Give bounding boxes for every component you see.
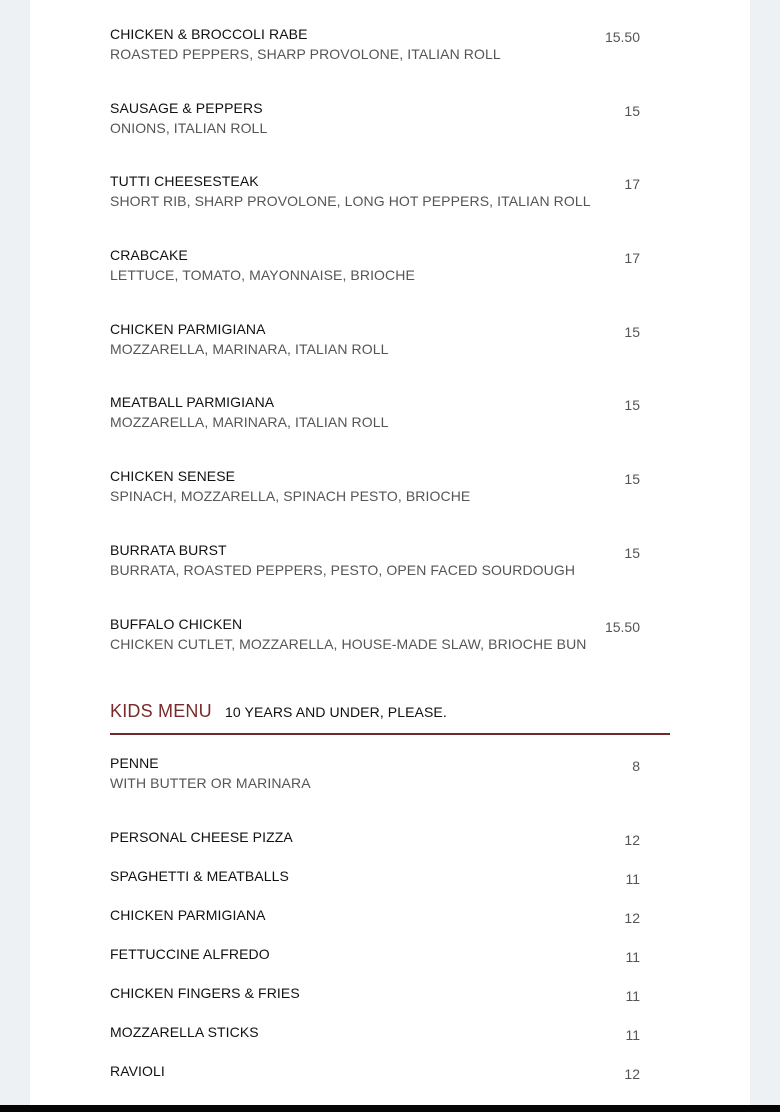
section-title: KIDS MENU bbox=[110, 701, 212, 721]
item-name: SAUSAGE & PEPPERS bbox=[110, 99, 263, 116]
item-price: 15.50 bbox=[604, 618, 640, 635]
item-price: 8 bbox=[632, 758, 640, 774]
menu-item bbox=[110, 320, 640, 394]
item-description: SHORT RIB, SHARP PROVOLONE, LONG HOT PEPPERS, ITALIAN ROLL bbox=[110, 193, 591, 210]
item-name: CHICKEN PARMIGIANA bbox=[110, 906, 266, 923]
menu-item bbox=[110, 754, 640, 828]
item-description: WITH BUTTER OR MARINARA bbox=[110, 775, 311, 791]
item-price: 11 bbox=[625, 1026, 640, 1043]
kids-menu-header bbox=[110, 696, 670, 735]
item-name: CHICKEN PARMIGIANA bbox=[110, 320, 266, 337]
item-price: 15.50 bbox=[604, 29, 640, 45]
item-price: 12 bbox=[624, 909, 640, 926]
menu-item bbox=[110, 867, 640, 906]
item-name: TUTTI CHEESESTEAK bbox=[110, 173, 259, 190]
item-description: BURRATA, ROASTED PEPPERS, PESTO, OPEN FACED SOURDOUGH bbox=[110, 561, 576, 578]
section-note: 10 YEARS AND UNDER, PLEASE. bbox=[225, 704, 447, 720]
menu-item bbox=[110, 172, 640, 246]
item-name: CHICKEN FINGERS & FRIES bbox=[110, 984, 300, 1001]
item-name: CHICKEN & BROCCOLI RABE bbox=[110, 26, 308, 42]
item-price: 17 bbox=[624, 176, 640, 193]
item-price: 17 bbox=[624, 250, 640, 267]
menu-item bbox=[110, 467, 640, 541]
item-name: PERSONAL CHEESE PIZZA bbox=[110, 828, 293, 845]
item-price: 11 bbox=[625, 948, 640, 965]
item-name: RAVIOLI bbox=[110, 1062, 165, 1079]
item-name: PENNE bbox=[110, 755, 159, 771]
menu-item bbox=[110, 1023, 640, 1062]
item-name: MEATBALL PARMIGIANA bbox=[110, 394, 275, 411]
item-name: MOZZARELLA STICKS bbox=[110, 1023, 259, 1040]
sandwich-list bbox=[110, 25, 640, 688]
menu-item bbox=[110, 945, 640, 984]
menu-item bbox=[110, 246, 640, 320]
item-price: 12 bbox=[624, 1065, 640, 1082]
menu-item bbox=[110, 906, 640, 945]
menu-item bbox=[110, 1062, 640, 1101]
item-description: SPINACH, MOZZARELLA, SPINACH PESTO, BRIOCHE bbox=[110, 488, 471, 505]
kids-menu-list bbox=[110, 754, 640, 1101]
item-price: 15 bbox=[624, 471, 640, 488]
menu-item bbox=[110, 393, 640, 467]
menu-card bbox=[30, 0, 750, 1105]
item-name: BUFFALO CHICKEN bbox=[110, 615, 243, 632]
item-price: 15 bbox=[624, 323, 640, 340]
menu-item bbox=[110, 541, 640, 615]
item-price: 12 bbox=[624, 831, 640, 848]
item-price: 11 bbox=[625, 987, 640, 1004]
menu-item bbox=[110, 25, 640, 99]
menu-item bbox=[110, 984, 640, 1023]
item-price: 15 bbox=[624, 397, 640, 414]
item-description: ROASTED PEPPERS, SHARP PROVOLONE, ITALIAN ROLL bbox=[110, 46, 501, 62]
item-name: CHICKEN SENESE bbox=[110, 468, 236, 485]
item-price: 15 bbox=[624, 102, 640, 119]
menu-item bbox=[110, 615, 640, 689]
item-name: BURRATA BURST bbox=[110, 541, 227, 558]
item-price: 11 bbox=[625, 870, 640, 887]
item-price: 15 bbox=[624, 544, 640, 561]
item-name: CRABCAKE bbox=[110, 247, 188, 264]
menu-item bbox=[110, 99, 640, 173]
item-name: SPAGHETTI & MEATBALLS bbox=[110, 867, 289, 884]
item-description: MOZZARELLA, MARINARA, ITALIAN ROLL bbox=[110, 414, 389, 431]
item-description: ONIONS, ITALIAN ROLL bbox=[110, 119, 268, 136]
bottom-bar bbox=[0, 1105, 780, 1112]
menu-item bbox=[110, 828, 640, 867]
item-description: LETTUCE, TOMATO, MAYONNAISE, BRIOCHE bbox=[110, 267, 415, 284]
item-description: CHICKEN CUTLET, MOZZARELLA, HOUSE-MADE SLAW, BRIOCHE BUN bbox=[110, 635, 587, 652]
item-description: MOZZARELLA, MARINARA, ITALIAN ROLL bbox=[110, 340, 389, 357]
item-name: FETTUCCINE ALFREDO bbox=[110, 945, 270, 962]
